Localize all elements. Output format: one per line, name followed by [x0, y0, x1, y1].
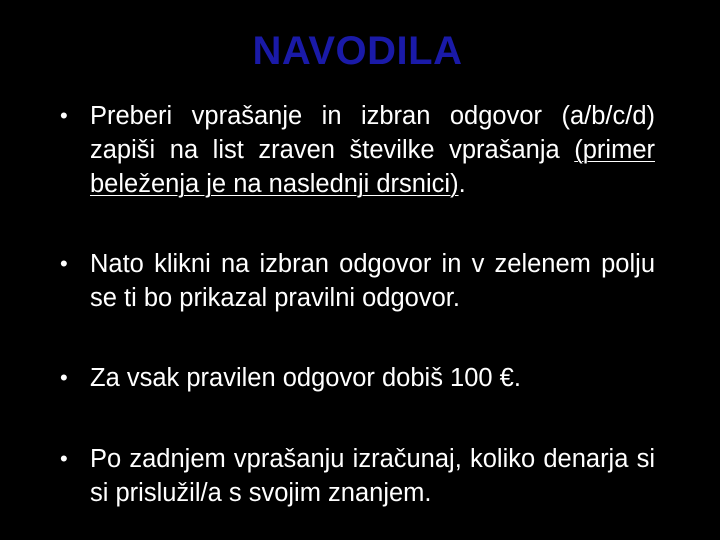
bullet-text-end: .	[458, 170, 466, 198]
slide-title: NAVODILA	[252, 29, 463, 73]
bullet-item-total	[60, 442, 655, 510]
bullet-item-reward	[60, 361, 655, 395]
example-slide-link[interactable]: (primer beleženja je na naslednji drsnici)	[90, 136, 655, 198]
bullet-marker: •	[60, 446, 68, 471]
bullet-marker: •	[60, 251, 68, 276]
bullet-item-instructions	[60, 99, 655, 201]
bullet-text: Nato klikni na izbran odgovor in v zelenem polju se ti bo prikazal pravilni odgovor.	[90, 250, 655, 312]
bullet-text: Za vsak pravilen odgovor dobiš 100 €.	[90, 364, 521, 392]
bullet-marker: •	[60, 365, 68, 390]
bullet-marker: •	[60, 103, 68, 128]
bullet-text: Preberi vprašanje in izbran odgovor (a/b/c/d) zapiši na list zraven številke vprašanja	[90, 102, 655, 164]
bullet-item-click-answer	[60, 247, 655, 315]
bullet-text: Po zadnjem vprašanju izračunaj, koliko denarja si si prislužil/a s svojim znanjem.	[90, 445, 655, 507]
